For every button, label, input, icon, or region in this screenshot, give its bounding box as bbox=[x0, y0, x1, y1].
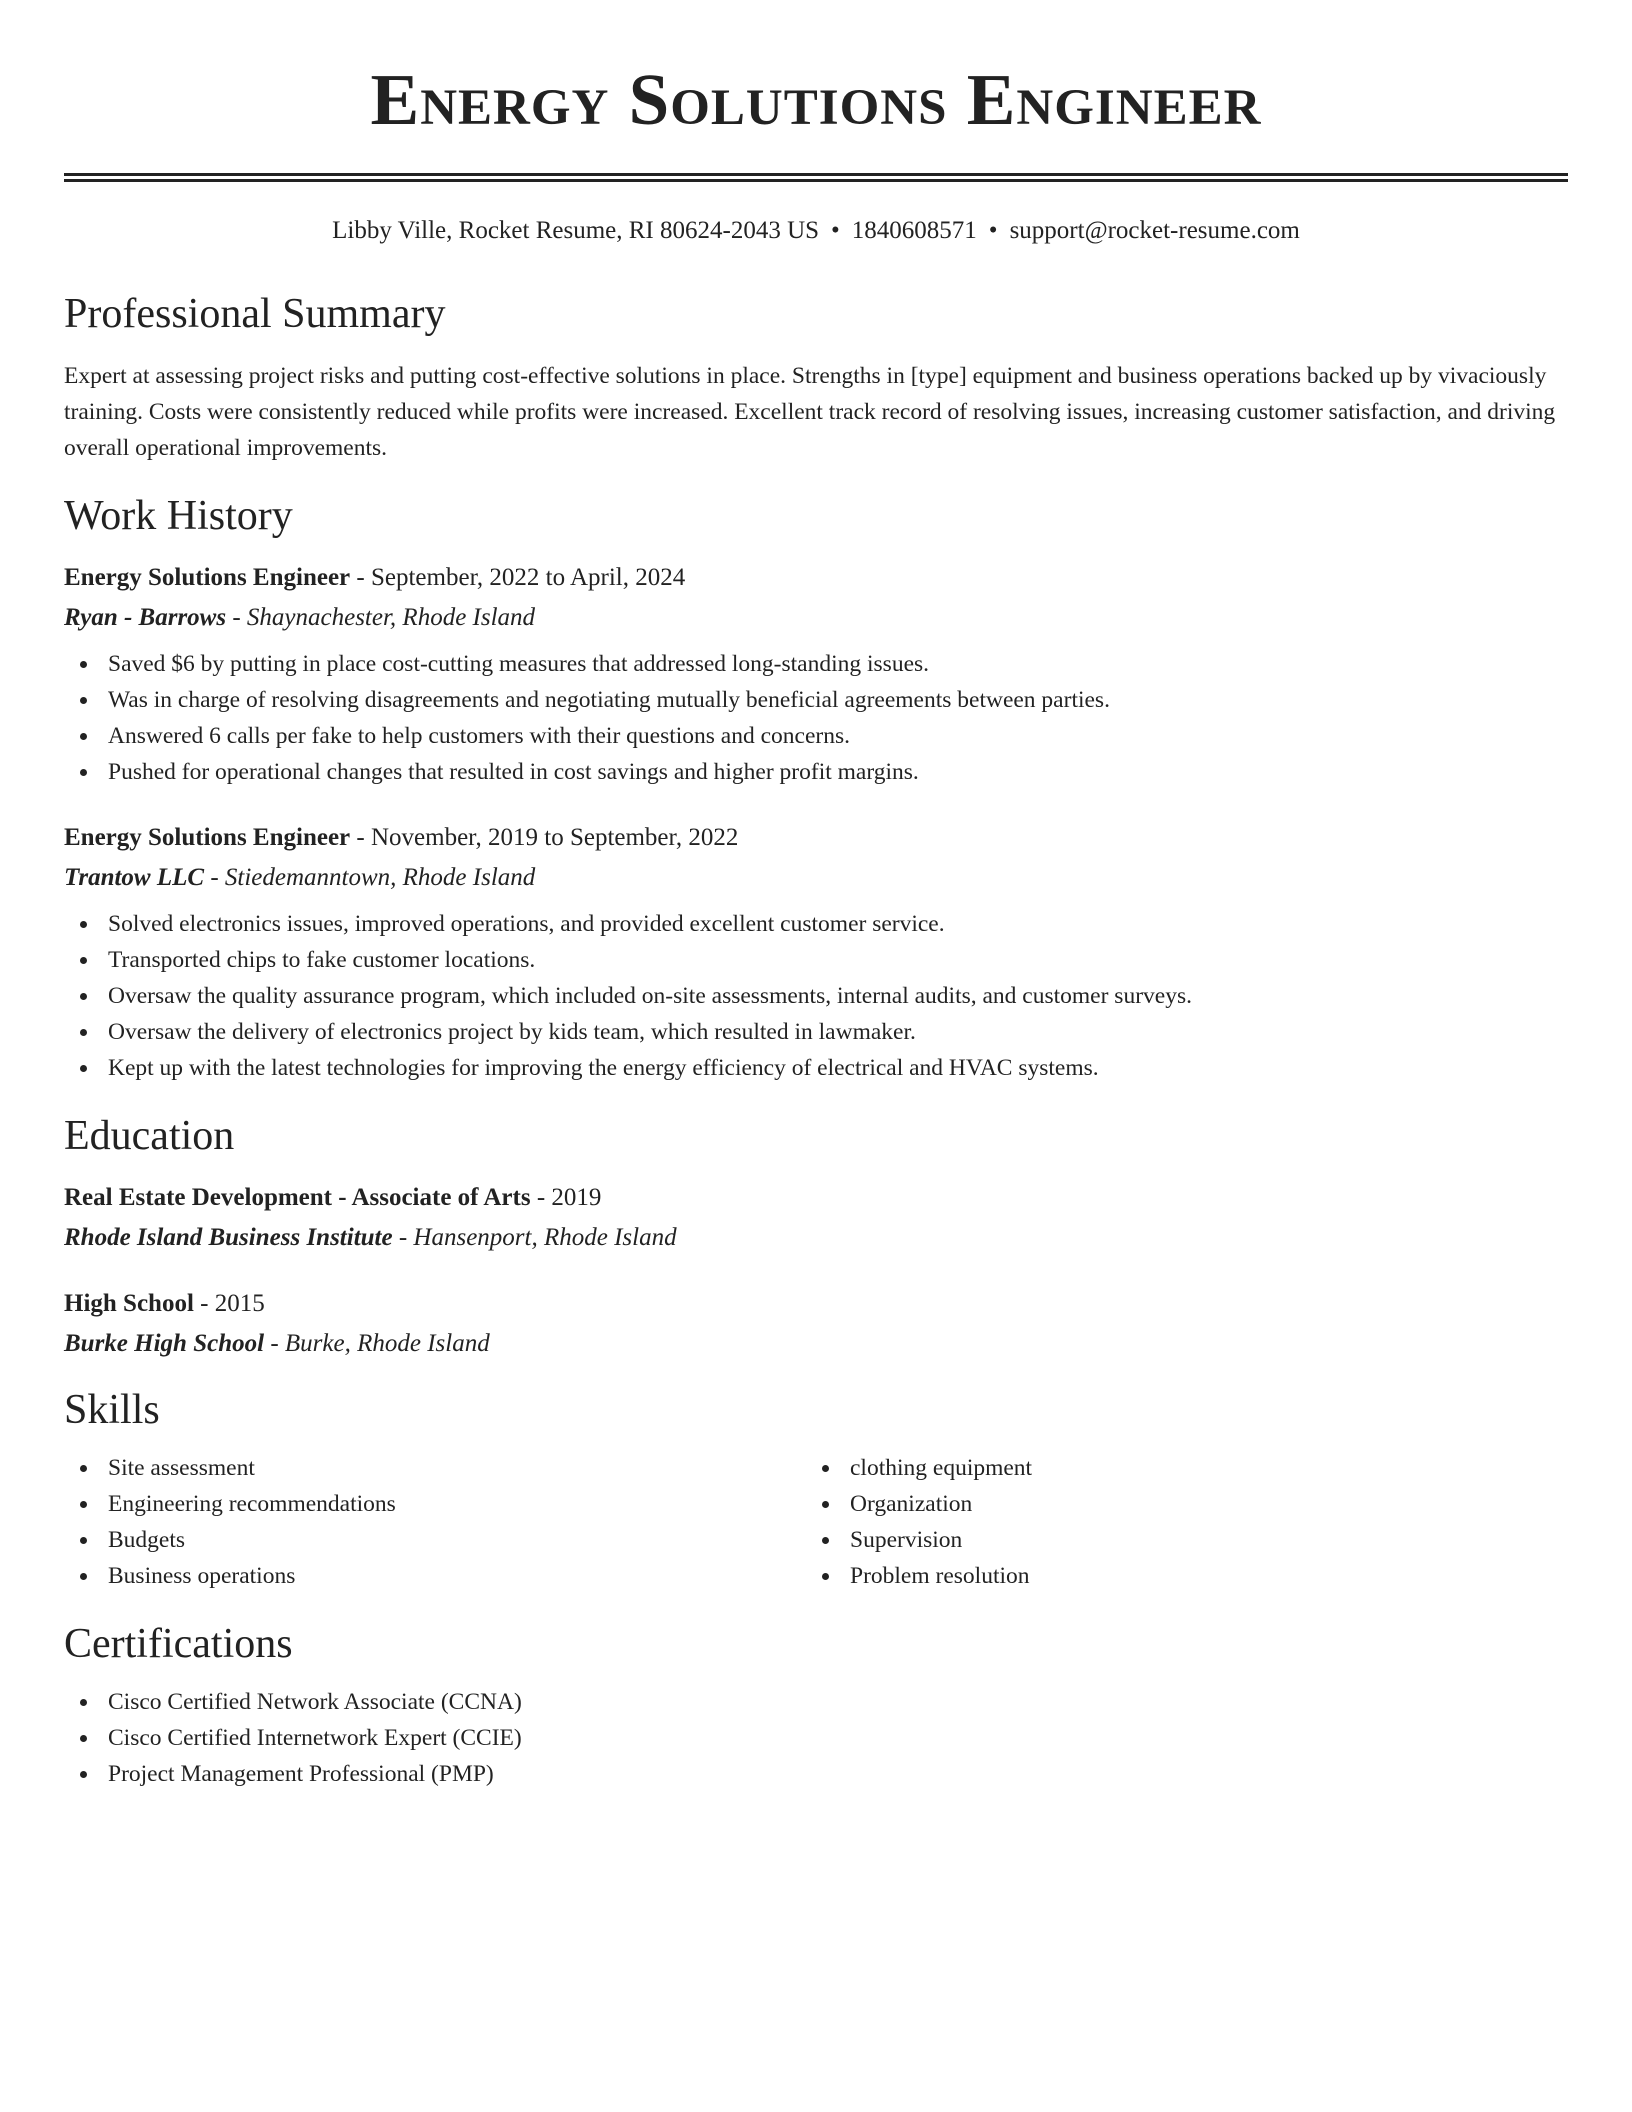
certification-item: Cisco Certified Internetwork Expert (CCIE) bbox=[64, 1720, 1568, 1756]
skills-column-left bbox=[64, 1450, 806, 1594]
skill-item: Supervision bbox=[806, 1522, 1548, 1558]
education-heading bbox=[64, 1288, 1568, 1320]
work-entry bbox=[64, 562, 1568, 790]
contact-separator: • bbox=[988, 217, 998, 244]
skills-list bbox=[806, 1450, 1548, 1594]
skill-item: Budgets bbox=[64, 1522, 806, 1558]
job-bullet: Saved $6 by putting in place cost-cutting measures that addressed long-standing issues. bbox=[64, 646, 1568, 682]
section-title-skills: Skills bbox=[64, 1387, 160, 1433]
education-degree: High School bbox=[64, 1290, 194, 1317]
skills-list bbox=[64, 1450, 806, 1594]
skill-item: Site assessment bbox=[64, 1450, 806, 1486]
job-bullet: Kept up with the latest technologies for improving the energy efficiency of electrical and HVAC systems. bbox=[64, 1050, 1568, 1086]
education-entry bbox=[64, 1288, 1568, 1360]
job-bullet: Transported chips to fake customer locations. bbox=[64, 942, 1568, 978]
education-institution bbox=[64, 1328, 1568, 1360]
skill-item: Business operations bbox=[64, 1558, 806, 1594]
education-school: Burke High School bbox=[64, 1330, 265, 1357]
skill-item: clothing equipment bbox=[806, 1450, 1548, 1486]
education-year: - 2015 bbox=[193, 1290, 265, 1317]
education-entry bbox=[64, 1182, 1568, 1254]
summary-text: Expert at assessing project risks and putting cost-effective solutions in place. Strengths in [type] equipment and business operations backed up by vivaciously training. Costs were consistently reduced while profits were increased. Excellent track record of resolving issues, increasing customer satisfaction, and driving overall operational improvements. bbox=[64, 363, 1556, 461]
job-employer bbox=[64, 602, 1568, 634]
contact-address: Libby Ville, Rocket Resume, RI 80624-2043 US bbox=[332, 217, 820, 244]
section-title-certifications: Certifications bbox=[64, 1621, 293, 1667]
job-bullet: Oversaw the delivery of electronics project by kids team, which resulted in lawmaker. bbox=[64, 1014, 1568, 1050]
section-title-summary: Professional Summary bbox=[64, 291, 446, 337]
education-school: Rhode Island Business Institute bbox=[64, 1224, 393, 1251]
skills-grid bbox=[64, 1450, 1568, 1594]
job-role: Energy Solutions Engineer bbox=[64, 564, 351, 591]
job-bullets bbox=[64, 906, 1568, 1086]
job-bullets bbox=[64, 646, 1568, 790]
job-employer bbox=[64, 862, 1568, 894]
certification-item: Cisco Certified Network Associate (CCNA) bbox=[64, 1684, 1568, 1720]
skill-item: Engineering recommendations bbox=[64, 1486, 806, 1522]
job-role: Energy Solutions Engineer bbox=[64, 824, 351, 851]
contact-separator: • bbox=[831, 217, 840, 244]
section-title-work-history: Work History bbox=[64, 493, 293, 539]
job-location: - Shaynachester, Rhode Island bbox=[226, 604, 536, 631]
education-degree: Real Estate Development - Associate of Arts bbox=[64, 1184, 531, 1211]
resume-name: Energy Solutions Engineer bbox=[370, 59, 1262, 140]
certification-item: Project Management Professional (PMP) bbox=[64, 1756, 1568, 1792]
job-company: Ryan - Barrows bbox=[64, 604, 227, 631]
skill-item: Problem resolution bbox=[806, 1558, 1548, 1594]
education-heading bbox=[64, 1182, 1568, 1214]
job-dates: - September, 2022 to April, 2024 bbox=[350, 564, 686, 591]
work-entry bbox=[64, 822, 1568, 1086]
education-institution bbox=[64, 1222, 1568, 1254]
job-heading bbox=[64, 822, 1568, 854]
contact-line bbox=[64, 216, 1568, 246]
job-company: Trantow LLC bbox=[64, 864, 205, 891]
job-bullet: Was in charge of resolving disagreements and negotiating mutually beneficial agreements between parties. bbox=[64, 682, 1568, 718]
education-location: - Hansenport, Rhode Island bbox=[392, 1224, 677, 1251]
skill-item: Organization bbox=[806, 1486, 1548, 1522]
header-divider bbox=[64, 173, 1568, 182]
job-location: - Stiedemanntown, Rhode Island bbox=[204, 864, 536, 891]
job-bullet: Answered 6 calls per fake to help customers with their questions and concerns. bbox=[64, 718, 1568, 754]
section-title-education: Education bbox=[64, 1113, 235, 1159]
skills-column-right bbox=[806, 1450, 1548, 1594]
education-year: - 2019 bbox=[530, 1184, 602, 1211]
contact-email: support@rocket-resume.com bbox=[1009, 217, 1300, 244]
certifications-list bbox=[64, 1684, 1568, 1792]
education-location: - Burke, Rhode Island bbox=[264, 1330, 490, 1357]
job-bullet: Solved electronics issues, improved operations, and provided excellent customer service. bbox=[64, 906, 1568, 942]
job-bullet: Pushed for operational changes that resulted in cost savings and higher profit margins. bbox=[64, 754, 1568, 790]
job-heading bbox=[64, 562, 1568, 594]
contact-phone: 1840608571 bbox=[851, 217, 977, 244]
job-dates: - November, 2019 to September, 2022 bbox=[350, 824, 739, 851]
job-bullet: Oversaw the quality assurance program, which included on-site assessments, internal audits, and customer surveys. bbox=[64, 978, 1568, 1014]
